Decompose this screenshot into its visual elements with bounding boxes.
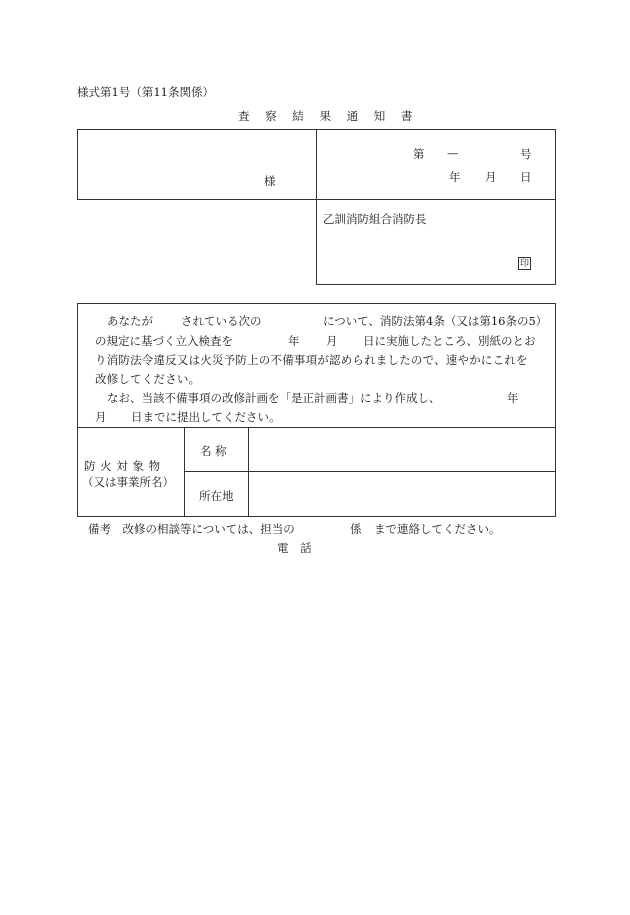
body-anataga: あなたが: [107, 314, 153, 328]
sender-box-bottom: [316, 284, 556, 285]
doc-number-go: 号: [520, 147, 532, 161]
date-day-label: 日: [520, 170, 532, 184]
date-year-label: 年: [449, 170, 461, 184]
target-field-divider: [248, 427, 249, 517]
form-number: 様式第1号（第11条関係）: [77, 85, 214, 99]
doc-number-dai: 第: [413, 147, 425, 161]
header-divider: [316, 129, 317, 284]
date-month-label: 月: [485, 170, 497, 184]
doc-number-dash: —: [447, 146, 459, 160]
body-line2-month: 月: [326, 334, 338, 348]
footer-kakari: 係: [350, 522, 362, 536]
target-label-divider: [184, 427, 185, 517]
body-nitsuite: について、消防法第4条（又は第16条の5）: [323, 314, 548, 328]
target-row-divider: [184, 471, 556, 472]
sender-name: 乙訓消防組合消防長: [323, 212, 427, 226]
footer-phone: 電 話: [277, 541, 316, 555]
body-line2-start: の規定に基づく立入検査を: [95, 334, 233, 348]
target-label-line2: （又は事業所名）: [82, 475, 174, 489]
addressee-sama: 様: [264, 174, 276, 188]
footer-made: まで連絡してください。: [374, 522, 501, 536]
body-line4: 改修してください。: [95, 372, 201, 386]
body-line2-year: 年: [288, 334, 300, 348]
target-location-label: 所在地: [199, 489, 234, 503]
target-label-line1: 防 火 対 象 物: [84, 459, 161, 473]
body-sareteiru: されている次の: [181, 314, 262, 328]
body-line3: り消防法令違反又は火災予防上の不備事項が認められましたので、速やかにこれを: [95, 353, 528, 367]
body-line5-year: 年: [507, 391, 519, 405]
body-line6-month: 月: [95, 410, 107, 424]
body-line6-end: 日までに提出してください。: [131, 410, 281, 424]
body-line5: なお、当該不備事項の改修計画を「是正計画書」により作成し、: [107, 391, 441, 405]
sender-box-right: [555, 199, 556, 285]
notice-body-divider: [77, 427, 556, 428]
body-line2-end: 日に実施したところ、別紙のとお: [363, 334, 536, 348]
seal-mark: 印: [519, 259, 529, 269]
target-name-label: 名 称: [200, 444, 227, 458]
document-title: 査 察 結 果 通 知 書: [238, 109, 419, 123]
footer-note: 備考 改修の相談等については、担当の: [88, 522, 295, 536]
